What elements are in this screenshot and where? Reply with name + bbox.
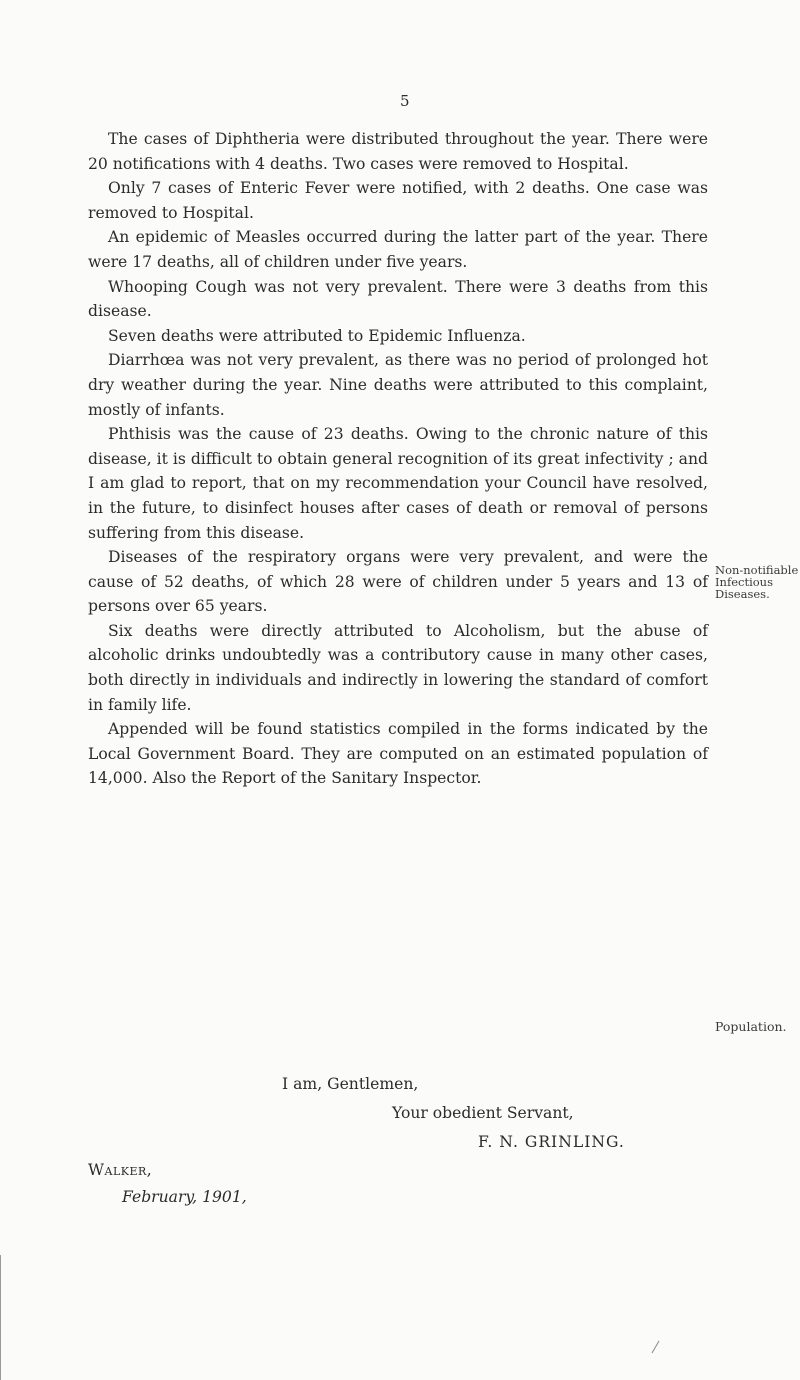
margin-note-non-notifiable: [715, 564, 798, 600]
paragraph-phthisis: Phthisis was the cause of 23 deaths. Owing to the chronic nature of this disease, it is difficult to obtain general recognition of its great infectivity ; and I am glad to report, that on my recommendation your Council have resolved, in the future, to disinfect houses after cases of death or removal of persons suffering from this disease.: [88, 425, 708, 542]
paragraph-alcoholism: Six deaths were directly attributed to Alcoholism, but the abuse of alcoholic drinks undoubtedly was a contributory cause in many other cases, both directly in individuals and indirectly in lowering the standard of comfort in family life.: [88, 621, 708, 714]
closing-valediction: Your obedient Servant,: [392, 1104, 574, 1122]
paragraph-respiratory: Diseases of the respiratory organs were very prevalent, and were the cause of 52 deaths, of which 28 were of children under 5 years and 13 of persons over 65 years.: [88, 548, 708, 616]
date-line: February, 1901,: [122, 1188, 247, 1206]
closing-greeting: I am, Gentlemen,: [282, 1075, 419, 1093]
margin-note-line: Infectious: [715, 575, 773, 589]
page-number: 5: [400, 92, 410, 110]
paragraph-enteric-fever: Only 7 cases of Enteric Fever were notified, with 2 deaths. One case was removed to Hospital.: [88, 179, 708, 222]
scan-mark: [652, 1341, 660, 1354]
paragraph-diarrhoea: Diarrhœa was not very prevalent, as there was no period of prolonged hot dry weather during the year. Nine deaths were attributed to this complaint, mostly of infants.: [88, 351, 708, 419]
report-body: [88, 127, 708, 791]
paragraph-measles: An epidemic of Measles occurred during the latter part of the year. There were 17 deaths, all of children under five years.: [88, 228, 708, 271]
margin-note-line: Non-notifiable: [715, 563, 799, 577]
margin-note-population: Population.: [715, 1019, 787, 1034]
scan-edge-line: [0, 1255, 1, 1380]
margin-note-line: Diseases.: [715, 587, 770, 601]
paragraph-diphtheria: The cases of Diphtheria were distributed throughout the year. There were 20 notifications with 4 deaths. Two cases were removed to Hospital.: [88, 130, 708, 173]
paragraph-influenza: Seven deaths were attributed to Epidemic Influenza.: [108, 326, 526, 345]
signature: F. N. GRINLING.: [478, 1133, 625, 1151]
paragraph-statistics: Appended will be found statistics compiled in the forms indicated by the Local Government Board. They are computed on an estimated population of 14,000. Also the Report of the Sanitary Inspector.: [88, 720, 708, 788]
place-line: Walker,: [88, 1161, 153, 1179]
paragraph-whooping-cough: Whooping Cough was not very prevalent. There were 3 deaths from this disease.: [88, 277, 708, 321]
